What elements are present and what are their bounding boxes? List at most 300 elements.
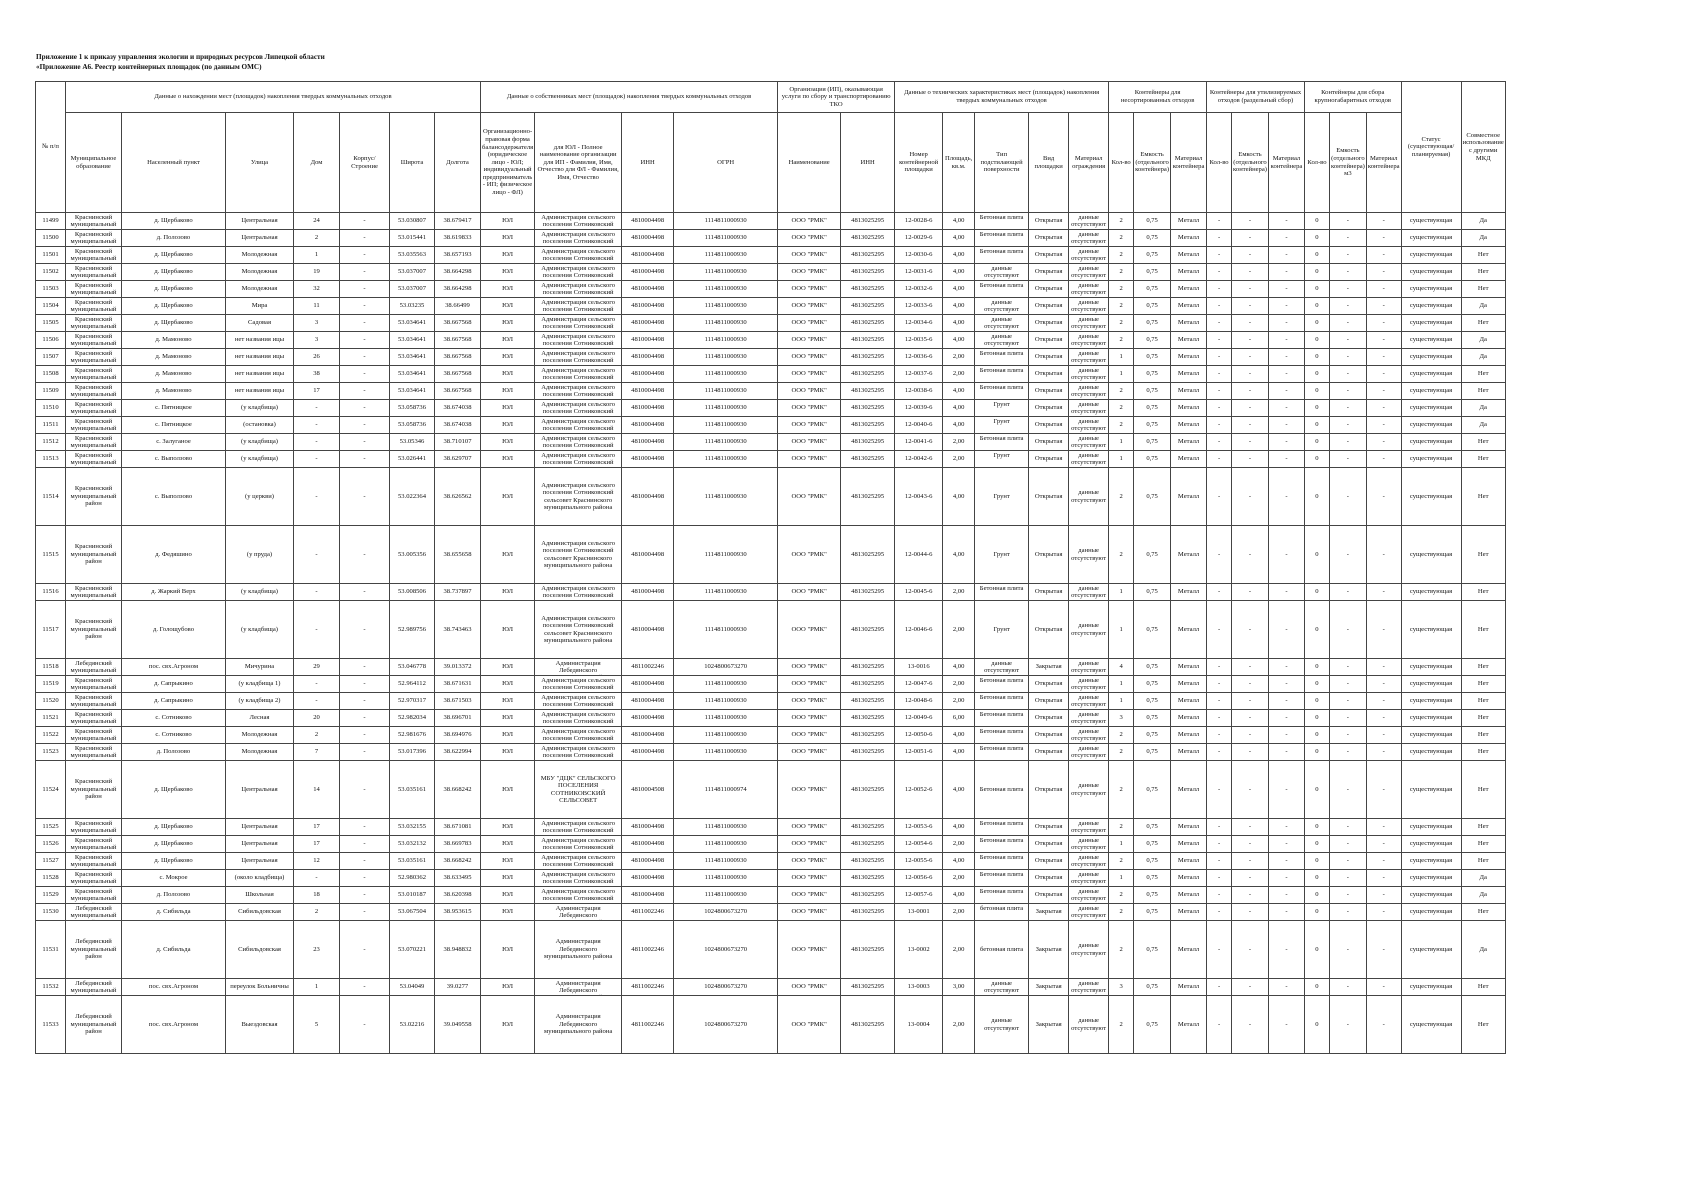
municipality-cell bbox=[66, 366, 122, 383]
street-cell: (остановка) bbox=[226, 417, 294, 434]
sorted-material-cell: - bbox=[1268, 887, 1304, 904]
unsorted-qty-cell: 2 bbox=[1109, 761, 1134, 819]
site-type-cell: Открытая bbox=[1029, 676, 1069, 693]
owner-ogrn-cell: 1114811000930 bbox=[674, 298, 778, 315]
shared-cell: Нет bbox=[1461, 853, 1505, 870]
latitude-cell: 53.026441 bbox=[390, 451, 435, 468]
fence-cell: данные отсутствуют bbox=[1069, 996, 1109, 1054]
surface-cell-text: Бетонная плита bbox=[979, 584, 1024, 592]
org-name-cell: ООО "РМК" bbox=[778, 659, 841, 676]
site-number-cell: 12-0050-6 bbox=[895, 727, 943, 744]
shared-cell: Нет bbox=[1461, 526, 1505, 584]
table-row bbox=[36, 744, 1506, 761]
street-cell: переулок Больничны bbox=[226, 979, 294, 996]
site-number-cell: 12-0041-6 bbox=[895, 434, 943, 451]
municipality-cell bbox=[66, 584, 122, 601]
sorted-material-cell: - bbox=[1268, 584, 1304, 601]
site-number-cell: 12-0048-6 bbox=[895, 693, 943, 710]
status-cell: существующая bbox=[1401, 710, 1461, 727]
org-inn-cell: 4813025295 bbox=[841, 584, 895, 601]
header-fence: Материал ограждения bbox=[1069, 113, 1109, 213]
street-cell: (у кладбища) bbox=[226, 434, 294, 451]
owner-name-cell-text: Администрация сельского поселения Сотниковский bbox=[541, 400, 616, 415]
surface-cell bbox=[975, 676, 1029, 693]
site-number-cell: 12-0044-6 bbox=[895, 526, 943, 584]
sorted-qty-cell: - bbox=[1207, 870, 1232, 887]
surface-cell: данные отсутствуют bbox=[975, 996, 1029, 1054]
latitude-cell: 53.034641 bbox=[390, 315, 435, 332]
municipality-cell bbox=[66, 836, 122, 853]
site-number-cell: 12-0030-6 bbox=[895, 247, 943, 264]
org-name-cell: ООО "РМК" bbox=[778, 921, 841, 979]
org-inn-cell: 4813025295 bbox=[841, 870, 895, 887]
sorted-capacity-cell: - bbox=[1232, 264, 1269, 281]
unsorted-material-cell: Металл bbox=[1171, 213, 1207, 230]
longitude-cell: 38.664298 bbox=[435, 264, 481, 281]
owner-name-cell: Администрация Лебедянского муниципального района bbox=[535, 996, 622, 1054]
table-header bbox=[36, 82, 1506, 213]
owner-name-cell bbox=[535, 870, 622, 887]
table-row bbox=[36, 468, 1506, 526]
org-inn-cell: 4813025295 bbox=[841, 417, 895, 434]
bulky-qty-cell: 0 bbox=[1304, 434, 1329, 451]
legal-form-cell: ЮЛ bbox=[481, 315, 535, 332]
unsorted-qty-cell: 1 bbox=[1109, 349, 1134, 366]
house-cell: 23 bbox=[294, 921, 340, 979]
street-cell: нет названия ицы bbox=[226, 332, 294, 349]
building-cell: - bbox=[340, 836, 390, 853]
unsorted-qty-cell: 2 bbox=[1109, 247, 1134, 264]
area-cell: 4,00 bbox=[943, 281, 975, 298]
org-name-cell: ООО "РМК" bbox=[778, 676, 841, 693]
sorted-qty-cell: - bbox=[1207, 451, 1232, 468]
unsorted-material-cell: Металл bbox=[1171, 659, 1207, 676]
legal-form-cell: ЮЛ bbox=[481, 417, 535, 434]
sorted-capacity-cell: - bbox=[1232, 659, 1269, 676]
site-type-cell: Открытая bbox=[1029, 468, 1069, 526]
owner-inn-cell: 4810004498 bbox=[622, 887, 674, 904]
area-cell: 4,00 bbox=[943, 298, 975, 315]
owner-ogrn-cell: 1114811000930 bbox=[674, 676, 778, 693]
org-name-cell: ООО "РМК" bbox=[778, 693, 841, 710]
area-cell: 4,00 bbox=[943, 887, 975, 904]
site-type-cell: Открытая bbox=[1029, 366, 1069, 383]
org-inn-cell: 4813025295 bbox=[841, 836, 895, 853]
site-number-cell: 12-0054-6 bbox=[895, 836, 943, 853]
locality-cell: д. Сапрыкино bbox=[122, 676, 226, 693]
sorted-material-cell: - bbox=[1268, 870, 1304, 887]
unsorted-qty-cell: 1 bbox=[1109, 601, 1134, 659]
site-number-cell: 12-0053-6 bbox=[895, 819, 943, 836]
header-legal-form: Организационно-правовая форма балансодержателя (юридическое лицо - ЮЛ; индивидуальный предприниматель - ИП; физическое лицо - ФЛ) bbox=[481, 113, 535, 213]
owner-inn-cell: 4810004508 bbox=[622, 761, 674, 819]
status-cell: существующая bbox=[1401, 366, 1461, 383]
bulky-qty-cell: 0 bbox=[1304, 676, 1329, 693]
site-type-cell: Закрытая bbox=[1029, 659, 1069, 676]
unsorted-capacity-cell: 0,75 bbox=[1134, 526, 1171, 584]
site-type-cell: Открытая bbox=[1029, 853, 1069, 870]
locality-cell: д. Мамоново bbox=[122, 383, 226, 400]
surface-cell bbox=[975, 819, 1029, 836]
street-cell: Школьная bbox=[226, 887, 294, 904]
house-cell: - bbox=[294, 584, 340, 601]
street-cell: Мичурина bbox=[226, 659, 294, 676]
municipality-cell-text: Краснинский муниципальный bbox=[70, 451, 117, 466]
site-type-cell: Открытая bbox=[1029, 383, 1069, 400]
locality-cell: с. Мокрое bbox=[122, 870, 226, 887]
building-cell: - bbox=[340, 332, 390, 349]
locality-cell: д. Щербаково bbox=[122, 281, 226, 298]
org-name-cell: ООО "РМК" bbox=[778, 417, 841, 434]
municipality-cell: Краснинский муниципальный район bbox=[66, 468, 122, 526]
house-cell: - bbox=[294, 526, 340, 584]
table-row bbox=[36, 853, 1506, 870]
org-inn-cell: 4813025295 bbox=[841, 601, 895, 659]
locality-cell: д. Щербаково bbox=[122, 819, 226, 836]
table-row bbox=[36, 996, 1506, 1054]
bulky-qty-cell: 0 bbox=[1304, 727, 1329, 744]
owner-ogrn-cell: 1114811000930 bbox=[674, 434, 778, 451]
owner-ogrn-cell: 1114811000974 bbox=[674, 761, 778, 819]
status-cell: существующая bbox=[1401, 213, 1461, 230]
bulky-material-cell: - bbox=[1366, 601, 1401, 659]
header-group-org: Организация (ИП), оказывающая услуги по сбору и транспортированию ТКО bbox=[778, 82, 895, 113]
building-cell: - bbox=[340, 819, 390, 836]
owner-name-cell-text: Администрация сельского поселения Сотниковский bbox=[541, 887, 616, 902]
bulky-capacity-cell: - bbox=[1329, 332, 1366, 349]
surface-cell: Грунт bbox=[975, 601, 1029, 659]
area-cell: 2,00 bbox=[943, 451, 975, 468]
fence-cell-text: данные отсутствуют bbox=[1071, 366, 1107, 381]
sorted-capacity-cell: - bbox=[1232, 887, 1269, 904]
unsorted-material-cell: Металл bbox=[1171, 601, 1207, 659]
municipality-cell bbox=[66, 870, 122, 887]
municipality-cell bbox=[66, 230, 122, 247]
unsorted-qty-cell: 4 bbox=[1109, 659, 1134, 676]
header-org-inn: ИНН bbox=[841, 113, 895, 213]
municipality-cell-text: Краснинский муниципальный bbox=[70, 281, 117, 296]
sorted-material-cell: - bbox=[1268, 417, 1304, 434]
longitude-cell: 38.655658 bbox=[435, 526, 481, 584]
building-cell: - bbox=[340, 584, 390, 601]
fence-cell bbox=[1069, 727, 1109, 744]
owner-name-cell-text: Администрация сельского поселения Сотниковский bbox=[541, 298, 616, 313]
owner-ogrn-cell: 1114811000930 bbox=[674, 332, 778, 349]
row-number: 11507 bbox=[36, 349, 66, 366]
latitude-cell: 52.981676 bbox=[390, 727, 435, 744]
org-inn-cell: 4813025295 bbox=[841, 434, 895, 451]
sorted-capacity-cell: - bbox=[1232, 451, 1269, 468]
site-type-cell: Открытая bbox=[1029, 281, 1069, 298]
owner-name-cell-text: Администрация сельского поселения Сотниковский bbox=[541, 230, 616, 245]
surface-cell: бетонная плита bbox=[975, 921, 1029, 979]
bulky-material-cell: - bbox=[1366, 298, 1401, 315]
site-type-cell: Закрытая bbox=[1029, 921, 1069, 979]
longitude-cell: 38.694976 bbox=[435, 727, 481, 744]
municipality-cell-text: Краснинский муниципальный bbox=[70, 887, 117, 902]
owner-ogrn-cell: 1114811000930 bbox=[674, 247, 778, 264]
bulky-qty-cell: 0 bbox=[1304, 526, 1329, 584]
sorted-material-cell: - bbox=[1268, 213, 1304, 230]
bulky-capacity-cell: - bbox=[1329, 887, 1366, 904]
sorted-material-cell: - bbox=[1268, 434, 1304, 451]
legal-form-cell: ЮЛ bbox=[481, 298, 535, 315]
header-owner-name: для ЮЛ - Полное наименование организации для ИП - Фамилия, Имя, Отчество для ФЛ - Фамилия, Имя, Отчество bbox=[535, 113, 622, 213]
sorted-qty-cell: - bbox=[1207, 887, 1232, 904]
owner-name-cell bbox=[535, 693, 622, 710]
longitude-cell: 38.66499 bbox=[435, 298, 481, 315]
legal-form-cell: ЮЛ bbox=[481, 761, 535, 819]
unsorted-qty-cell: 1 bbox=[1109, 366, 1134, 383]
municipality-cell-text: Краснинский муниципальный bbox=[70, 400, 117, 415]
org-name-cell: ООО "РМК" bbox=[778, 710, 841, 727]
row-number: 11528 bbox=[36, 870, 66, 887]
owner-name-cell bbox=[535, 451, 622, 468]
bulky-material-cell: - bbox=[1366, 230, 1401, 247]
latitude-cell: 53.037007 bbox=[390, 281, 435, 298]
bulky-material-cell: - bbox=[1366, 383, 1401, 400]
row-number: 11525 bbox=[36, 819, 66, 836]
area-cell: 2,00 bbox=[943, 366, 975, 383]
bulky-capacity-cell: - bbox=[1329, 230, 1366, 247]
fence-cell-text: данные отсутствуют bbox=[1071, 264, 1107, 279]
status-cell: существующая bbox=[1401, 349, 1461, 366]
longitude-cell: 38.737897 bbox=[435, 584, 481, 601]
building-cell: - bbox=[340, 417, 390, 434]
org-name-cell: ООО "РМК" bbox=[778, 383, 841, 400]
bulky-qty-cell: 0 bbox=[1304, 400, 1329, 417]
area-cell: 2,00 bbox=[943, 996, 975, 1054]
bulky-qty-cell: 0 bbox=[1304, 584, 1329, 601]
header-group-bulky: Контейнеры для сбора крупногабаритных отходов bbox=[1304, 82, 1401, 113]
owner-ogrn-cell: 1024800673270 bbox=[674, 659, 778, 676]
house-cell: 1 bbox=[294, 979, 340, 996]
unsorted-capacity-cell: 0,75 bbox=[1134, 247, 1171, 264]
table-row bbox=[36, 676, 1506, 693]
unsorted-material-cell: Металл bbox=[1171, 819, 1207, 836]
bulky-qty-cell: 0 bbox=[1304, 417, 1329, 434]
table-row bbox=[36, 659, 1506, 676]
owner-name-cell bbox=[535, 230, 622, 247]
shared-cell: Нет bbox=[1461, 996, 1505, 1054]
status-cell: существующая bbox=[1401, 979, 1461, 996]
owner-inn-cell: 4811002246 bbox=[622, 979, 674, 996]
surface-cell-text: бетонная плита bbox=[980, 904, 1024, 912]
legal-form-cell: ЮЛ bbox=[481, 744, 535, 761]
table-row bbox=[36, 298, 1506, 315]
shared-cell: Да bbox=[1461, 870, 1505, 887]
row-number: 11532 bbox=[36, 979, 66, 996]
table-row bbox=[36, 451, 1506, 468]
bulky-material-cell: - bbox=[1366, 744, 1401, 761]
bulky-capacity-cell: - bbox=[1329, 383, 1366, 400]
bulky-qty-cell: 0 bbox=[1304, 921, 1329, 979]
table-row bbox=[36, 332, 1506, 349]
locality-cell: д. Щербаково bbox=[122, 853, 226, 870]
sorted-qty-cell: - bbox=[1207, 417, 1232, 434]
status-cell: существующая bbox=[1401, 417, 1461, 434]
site-number-cell: 12-0032-6 bbox=[895, 281, 943, 298]
fence-cell bbox=[1069, 836, 1109, 853]
unsorted-qty-cell: 3 bbox=[1109, 979, 1134, 996]
house-cell: - bbox=[294, 468, 340, 526]
surface-cell bbox=[975, 584, 1029, 601]
bulky-material-cell: - bbox=[1366, 315, 1401, 332]
shared-cell: Нет bbox=[1461, 744, 1505, 761]
shared-cell: Да bbox=[1461, 417, 1505, 434]
fence-cell-text: данные отсутствуют bbox=[1071, 887, 1107, 902]
municipality-cell bbox=[66, 710, 122, 727]
unsorted-qty-cell: 2 bbox=[1109, 744, 1134, 761]
building-cell: - bbox=[340, 979, 390, 996]
area-cell: 4,00 bbox=[943, 230, 975, 247]
locality-cell: д. Федяшино bbox=[122, 526, 226, 584]
house-cell: 2 bbox=[294, 230, 340, 247]
org-inn-cell: 4813025295 bbox=[841, 676, 895, 693]
sorted-material-cell: - bbox=[1268, 315, 1304, 332]
org-inn-cell: 4813025295 bbox=[841, 264, 895, 281]
unsorted-capacity-cell: 0,75 bbox=[1134, 400, 1171, 417]
row-number: 11499 bbox=[36, 213, 66, 230]
unsorted-capacity-cell: 0,75 bbox=[1134, 744, 1171, 761]
row-number: 11524 bbox=[36, 761, 66, 819]
surface-cell-text: Бетонная плита bbox=[979, 366, 1024, 374]
row-number: 11518 bbox=[36, 659, 66, 676]
sorted-qty-cell: - bbox=[1207, 468, 1232, 526]
site-type-cell: Открытая bbox=[1029, 417, 1069, 434]
unsorted-material-cell: Металл bbox=[1171, 526, 1207, 584]
latitude-cell: 53.035161 bbox=[390, 853, 435, 870]
sorted-capacity-cell: - bbox=[1232, 996, 1269, 1054]
area-cell: 4,00 bbox=[943, 213, 975, 230]
sorted-capacity-cell: - bbox=[1232, 921, 1269, 979]
site-type-cell: Открытая bbox=[1029, 693, 1069, 710]
shared-cell: Да bbox=[1461, 298, 1505, 315]
owner-name-cell: Администрация сельского поселения Сотниковский сельсовет Краснинского муниципального района bbox=[535, 601, 622, 659]
org-inn-cell: 4813025295 bbox=[841, 921, 895, 979]
unsorted-material-cell: Металл bbox=[1171, 451, 1207, 468]
org-name-cell: ООО "РМК" bbox=[778, 979, 841, 996]
unsorted-capacity-cell: 0,75 bbox=[1134, 264, 1171, 281]
status-cell: существующая bbox=[1401, 383, 1461, 400]
sorted-material-cell: - bbox=[1268, 247, 1304, 264]
unsorted-material-cell: Металл bbox=[1171, 298, 1207, 315]
bulky-material-cell: - bbox=[1366, 921, 1401, 979]
sorted-qty-cell: - bbox=[1207, 349, 1232, 366]
org-name-cell: ООО "РМК" bbox=[778, 349, 841, 366]
site-number-cell: 12-0033-6 bbox=[895, 298, 943, 315]
longitude-cell: 38.668242 bbox=[435, 761, 481, 819]
status-cell: существующая bbox=[1401, 887, 1461, 904]
municipality-cell bbox=[66, 247, 122, 264]
bulky-material-cell: - bbox=[1366, 870, 1401, 887]
building-cell: - bbox=[340, 853, 390, 870]
unsorted-capacity-cell: 0,75 bbox=[1134, 315, 1171, 332]
site-number-cell: 12-0056-6 bbox=[895, 870, 943, 887]
municipality-cell bbox=[66, 693, 122, 710]
street-cell: Мира bbox=[226, 298, 294, 315]
sorted-material-cell: - bbox=[1268, 332, 1304, 349]
header-bulky-capacity: Емкость (отдельного контейнера) м3 bbox=[1329, 113, 1366, 213]
fence-cell bbox=[1069, 744, 1109, 761]
street-cell: Центральная bbox=[226, 819, 294, 836]
status-cell: существующая bbox=[1401, 693, 1461, 710]
longitude-cell: 38.620398 bbox=[435, 887, 481, 904]
municipality-cell bbox=[66, 659, 122, 676]
sorted-material-cell: - bbox=[1268, 761, 1304, 819]
sorted-qty-cell: - bbox=[1207, 853, 1232, 870]
municipality-cell-text: Краснинский муниципальный bbox=[70, 349, 117, 364]
owner-name-cell-text: Администрация сельского поселения Сотниковский bbox=[541, 584, 616, 599]
bulky-capacity-cell: - bbox=[1329, 676, 1366, 693]
owner-name-cell-text: Администрация сельского поселения Сотниковский bbox=[541, 332, 616, 347]
sorted-capacity-cell: - bbox=[1232, 744, 1269, 761]
fence-cell-text: данные отсутствуют bbox=[1071, 659, 1107, 674]
row-number: 11506 bbox=[36, 332, 66, 349]
street-cell: Молодежная bbox=[226, 281, 294, 298]
bulky-qty-cell: 0 bbox=[1304, 451, 1329, 468]
table-body bbox=[36, 213, 1506, 1054]
owner-inn-cell: 4810004498 bbox=[622, 383, 674, 400]
latitude-cell: 52.982034 bbox=[390, 710, 435, 727]
surface-cell bbox=[975, 710, 1029, 727]
unsorted-material-cell: Металл bbox=[1171, 727, 1207, 744]
surface-cell-text: данные отсутствуют bbox=[984, 332, 1020, 347]
site-number-cell: 12-0051-6 bbox=[895, 744, 943, 761]
sorted-capacity-cell: - bbox=[1232, 979, 1269, 996]
bulky-capacity-cell: - bbox=[1329, 213, 1366, 230]
fence-cell bbox=[1069, 979, 1109, 996]
sorted-capacity-cell: - bbox=[1232, 247, 1269, 264]
site-number-cell: 12-0035-6 bbox=[895, 332, 943, 349]
fence-cell-text: данные отсутствуют bbox=[1071, 298, 1107, 313]
table-row bbox=[36, 366, 1506, 383]
house-cell: 29 bbox=[294, 659, 340, 676]
surface-cell bbox=[975, 281, 1029, 298]
surface-cell bbox=[975, 979, 1029, 996]
unsorted-qty-cell: 2 bbox=[1109, 887, 1134, 904]
house-cell: - bbox=[294, 693, 340, 710]
house-cell: 3 bbox=[294, 315, 340, 332]
area-cell: 4,00 bbox=[943, 761, 975, 819]
unsorted-material-cell: Металл bbox=[1171, 870, 1207, 887]
locality-cell: д. Голощубово bbox=[122, 601, 226, 659]
area-cell: 4,00 bbox=[943, 264, 975, 281]
fence-cell bbox=[1069, 298, 1109, 315]
header-status: Статус (существующая/ планируемая) bbox=[1401, 82, 1461, 213]
unsorted-capacity-cell: 0,75 bbox=[1134, 870, 1171, 887]
org-inn-cell: 4813025295 bbox=[841, 853, 895, 870]
bulky-qty-cell: 0 bbox=[1304, 349, 1329, 366]
building-cell: - bbox=[340, 887, 390, 904]
owner-name-cell-text: Администрация сельского поселения Сотниковский bbox=[541, 213, 616, 228]
status-cell: существующая bbox=[1401, 819, 1461, 836]
owner-ogrn-cell: 1114811000930 bbox=[674, 366, 778, 383]
site-type-cell: Открытая bbox=[1029, 761, 1069, 819]
municipality-cell bbox=[66, 451, 122, 468]
header-group-owner: Данные о собственниках мест (площадок) накопления твердых коммунальных отходов bbox=[481, 82, 778, 113]
bulky-qty-cell: 0 bbox=[1304, 904, 1329, 921]
longitude-cell: 38.667568 bbox=[435, 366, 481, 383]
surface-cell bbox=[975, 659, 1029, 676]
bulky-qty-cell: 0 bbox=[1304, 213, 1329, 230]
header-bulky-material: Материал контейнера bbox=[1366, 113, 1401, 213]
org-name-cell: ООО "РМК" bbox=[778, 836, 841, 853]
bulky-qty-cell: 0 bbox=[1304, 744, 1329, 761]
building-cell: - bbox=[340, 468, 390, 526]
unsorted-material-cell: Металл bbox=[1171, 710, 1207, 727]
unsorted-material-cell: Металл bbox=[1171, 836, 1207, 853]
